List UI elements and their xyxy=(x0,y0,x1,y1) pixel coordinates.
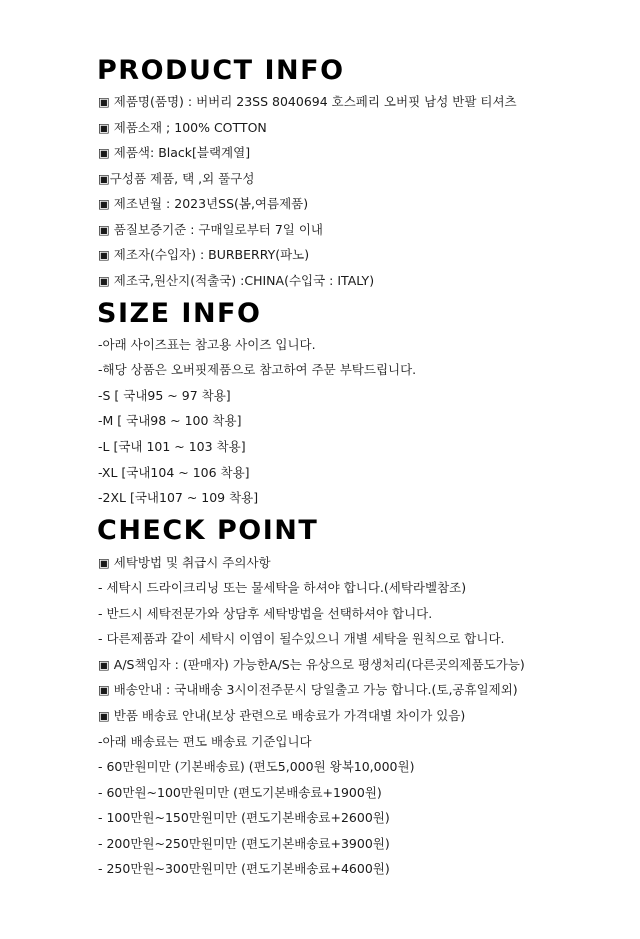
fee-tier-line: - 250만원~300만원미만 (편도기본배송료+4600원) xyxy=(98,861,390,876)
size-fit-note-line: -해당 상품은 오버핏제품으로 참고하여 주문 부탁드립니다. xyxy=(98,362,417,377)
manufacturer-line: ▣ 제조자(수입자) : BURBERRY(파노) xyxy=(98,247,310,262)
warranty-line: ▣ 품질보증기준 : 구매일로부터 7일 이내 xyxy=(98,222,323,237)
components-line: ▣구성품 제품, 택 ,외 풀구성 xyxy=(98,171,255,186)
as-line: ▣ A/S책임자 : (판매자) 가능한A/S는 유상으로 평생처리(다른곳의제품도가능) xyxy=(98,657,525,672)
size-info-heading: SIZE INFO xyxy=(97,298,262,329)
size-note-line: -아래 사이즈표는 참고용 사이즈 입니다. xyxy=(98,337,316,352)
fee-tier-line: - 60만원미만 (기본배송료) (편도5,000원 왕복10,000원) xyxy=(98,759,415,774)
fee-tier-line: - 60만원~100만원미만 (편도기본배송료+1900원) xyxy=(98,785,382,800)
delivery-line: ▣ 배송안내 : 국내배송 3시이전주문시 당일출고 가능 합니다.(토,공휴일제외) xyxy=(98,682,518,697)
check-point-heading: CHECK POINT xyxy=(97,515,319,546)
origin-line: ▣ 제조국,원산지(적출국) :CHINA(수입국 : ITALY) xyxy=(98,273,375,288)
return-fee-line: ▣ 반품 배송료 안내(보상 관련으로 배송료가 가격대별 차이가 있음) xyxy=(98,708,466,723)
color-line: ▣ 제품색: Black[블랙계열] xyxy=(98,145,251,160)
product-info-heading: PRODUCT INFO xyxy=(97,55,345,86)
size-s-line: -S [ 국내95 ~ 97 착용] xyxy=(98,388,231,403)
size-m-line: -M [ 국내98 ~ 100 착용] xyxy=(98,413,242,428)
return-fee-note-line: -아래 배송료는 편도 배송료 기준입니다 xyxy=(98,734,312,749)
washing-caution-line: ▣ 세탁방법 및 취급시 주의사항 xyxy=(98,555,271,570)
washing-consult-line: - 반드시 세탁전문가와 상담후 세탁방법을 선택하셔야 합니다. xyxy=(98,606,433,621)
material-line: ▣ 제품소재 ; 100% COTTON xyxy=(98,120,267,135)
size-l-line: -L [국내 101 ~ 103 착용] xyxy=(98,439,246,454)
washing-separate-line: - 다른제품과 같이 세탁시 이염이 될수있으니 개별 세탁을 원칙으로 합니다. xyxy=(98,631,505,646)
size-xl-line: -XL [국내104 ~ 106 착용] xyxy=(98,465,250,480)
manufacture-date-line: ▣ 제조년월 : 2023년SS(봄,여름제품) xyxy=(98,196,309,211)
washing-method-line: - 세탁시 드라이크리닝 또는 물세탁을 하셔야 합니다.(세탁라벨참조) xyxy=(98,580,467,595)
fee-tier-line: - 200만원~250만원미만 (편도기본배송료+3900원) xyxy=(98,836,390,851)
fee-tier-line: - 100만원~150만원미만 (편도기본배송료+2600원) xyxy=(98,810,390,825)
size-2xl-line: -2XL [국내107 ~ 109 착용] xyxy=(98,490,259,505)
product-name-line: ▣ 제품명(품명) : 버버리 23SS 8040694 호스페리 오버핏 남성 반팔 티셔츠 xyxy=(98,94,517,109)
